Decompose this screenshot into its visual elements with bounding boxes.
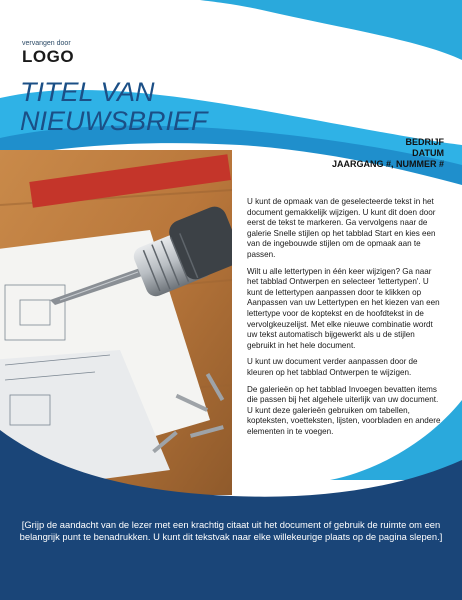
photo-drill xyxy=(0,150,244,495)
paragraph[interactable]: De galerieën op het tabblad Invoegen bevatten items die passen bij het algehele uiterlijk van uw document. U kunt deze galerieën gebruiken om tabellen, kopteksten, voetteksten, lijsten, voorbladen en andere elementen in te voegen. xyxy=(247,384,441,436)
logo-text[interactable]: LOGO xyxy=(22,47,75,66)
volume-number[interactable]: JAARGANG #, NUMMER # xyxy=(331,159,444,169)
issue-meta xyxy=(332,137,444,170)
logo-caption: vervangen door xyxy=(22,40,71,47)
top-swoosh xyxy=(200,0,462,60)
pull-quote[interactable]: [Grijp de aandacht van de lezer met een krachtig citaat uit het document of gebruik de ruimte om een belangrijk punt te benadrukken. U kunt dit tekstvak naar elke willekeurige plaats op de pagina slepen.] xyxy=(19,519,443,542)
paragraph[interactable]: U kunt de opmaak van de geselecteerde tekst in het document gemakkelijk wijzigen. U kunt dit doen door eerst de tekst te markeren. Ga vervolgens naar de galerie Snelle stijlen op het tabblad Start en kies een van de ingebouwde stijlen om de opmaak aan te passen. xyxy=(247,197,436,259)
article-body xyxy=(247,197,443,443)
paragraph[interactable]: Wilt u alle lettertypen in één keer wijzigen? Ga naar het tabblad Ontwerpen en selecteer 'lettertypen'. U kunt de lettertypen aanpassen door te klikken op Aanpassen van uw Lettertypen en het kiezen van een lettertype voor de koptekst en de hoofdtekst in de vervolgkeuzelijst. Met elke nieuwe combinatie wordt uw tekst automatisch bijgewerkt als u de stijlen gebruikt in het hele document. xyxy=(247,266,440,350)
company-name[interactable]: BEDRIJF xyxy=(405,137,444,147)
paragraph[interactable]: U kunt uw document verder aanpassen door de kleuren op het tabblad Ontwerpen te wijzigen. xyxy=(247,357,418,377)
issue-date[interactable]: DATUM xyxy=(412,148,444,158)
newsletter-title[interactable]: TITEL VAN NIEUWSBRIEF xyxy=(20,77,208,136)
